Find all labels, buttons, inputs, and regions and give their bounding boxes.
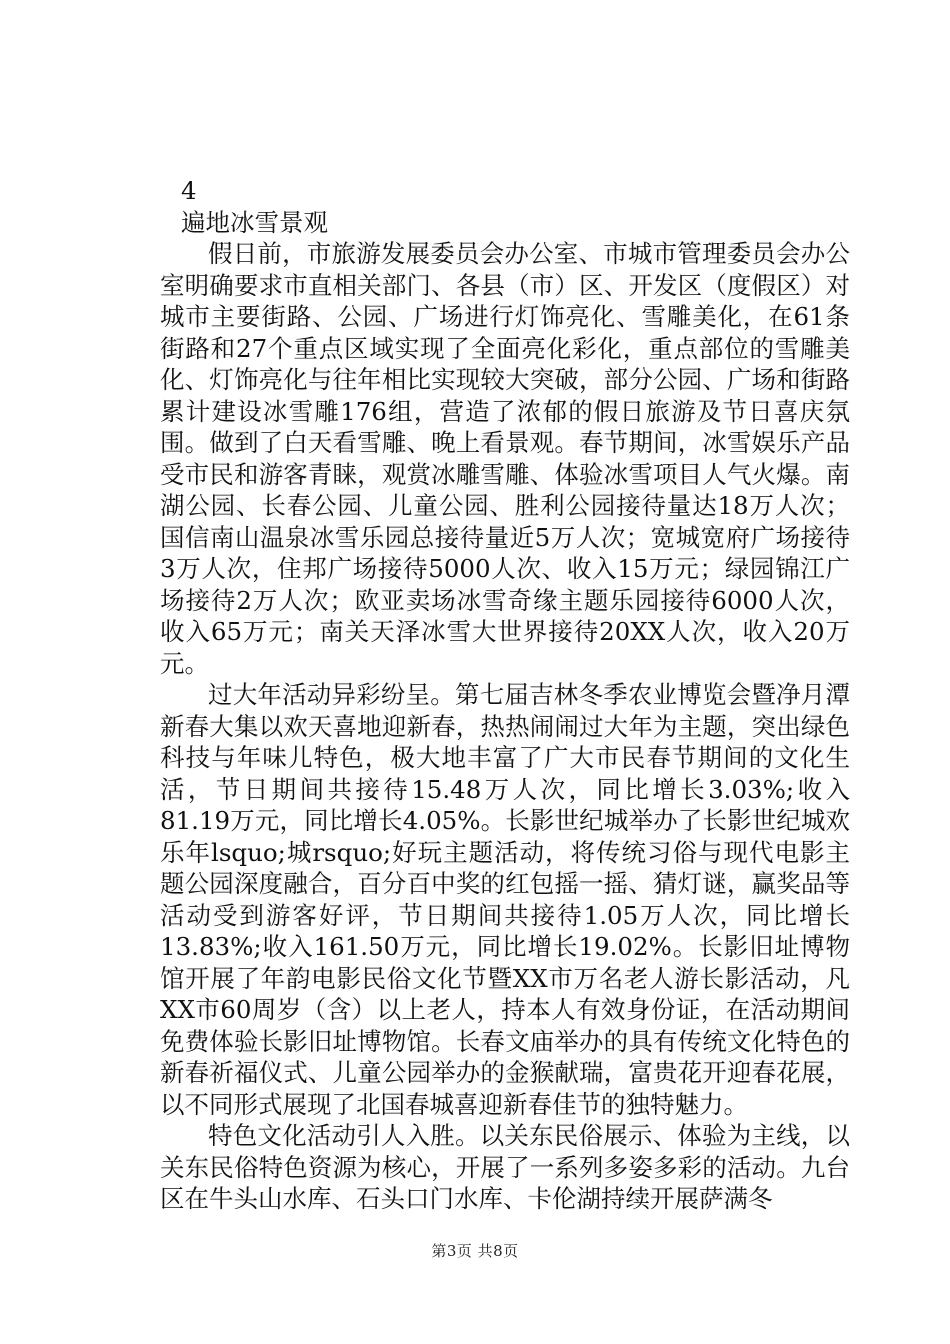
paragraph-ice-snow-scenery: 假日前，市旅游发展委员会办公室、市城市管理委员会办公室明确要求市直相关部门、各县（市）区、开发区（度假区）对城市主要街路、公园、广场进行灯饰亮化、雪雕美化，在61条街路和27个重点区域实现了全面亮化彩化，重点部位的雪雕美化、灯饰亮化与往年相比实现较大突破，部分公园、广场和街路累计建设冰雪雕176组，营造了浓郁的假日旅游及节日喜庆氛围。做到了白天看雪雕、晚上看景观。春节期间，冰雪娱乐产品受市民和游客青睐，观赏冰雕雪雕、体验冰雪项目人气火爆。南湖公园、长春公园、儿童公园、胜利公园接待量达18万人次；国信南山温泉冰雪乐园总接待量近5万人次；宽城宽府广场接待3万人次，住邦广场接待5000人次、收入15万元；绿园锦江广场接待2万人次；欧亚卖场冰雪奇缘主题乐园接待6000人次，收入65万元；南关天泽冰雪大世界接待20XX人次，收入20万元。: [160, 239, 850, 678]
paragraph-new-year-activities: 过大年活动异彩纷呈。第七届吉林冬季农业博览会暨净月潭新春大集以欢天喜地迎新春，热热闹闹过大年为主题，突出绿色科技与年味儿特色，极大地丰富了广大市民春节期间的文化生活，节日期间共接待15.48万人次，同比增长3.03%;收入81.19万元，同比增长4.05%。长影世纪城举办了长影世纪城欢乐年lsquo;城rsquo;好玩主题活动，将传统习俗与现代电影主题公园深度融合，百分百中奖的红包摇一摇、猜灯谜，赢奖品等活动受到游客好评，节日期间共接待1.05万人次，同比增长13.83%;收入161.50万元，同比增长19.02%。长影旧址博物馆开展了年韵电影民俗文化节暨XX市万名老人游长影活动，凡XX市60周岁（含）以上老人，持本人有效身份证，在活动期间免费体验长影旧址博物馆。长春文庙举办的具有传统文化特色的新春祈福仪式、儿童公园举办的金猴献瑞，富贵花开迎春花展，以不同形式展现了北国春城喜迎新春佳节的独特魅力。: [160, 680, 850, 1119]
paragraph-cultural-activities: 特色文化活动引人入胜。以关东民俗展示、体验为主线，以关东民俗特色资源为核心，开展了一系列多姿多彩的活动。九台区在牛头山水库、石头口门水库、卡伦湖持续开展萨满冬: [160, 1121, 850, 1213]
page-footer: 第3页 共8页: [431, 1242, 519, 1260]
section-heading: 遍地冰雪景观: [181, 207, 328, 237]
document-body: [160, 175, 850, 1215]
page-number-marker: 4: [181, 176, 197, 205]
